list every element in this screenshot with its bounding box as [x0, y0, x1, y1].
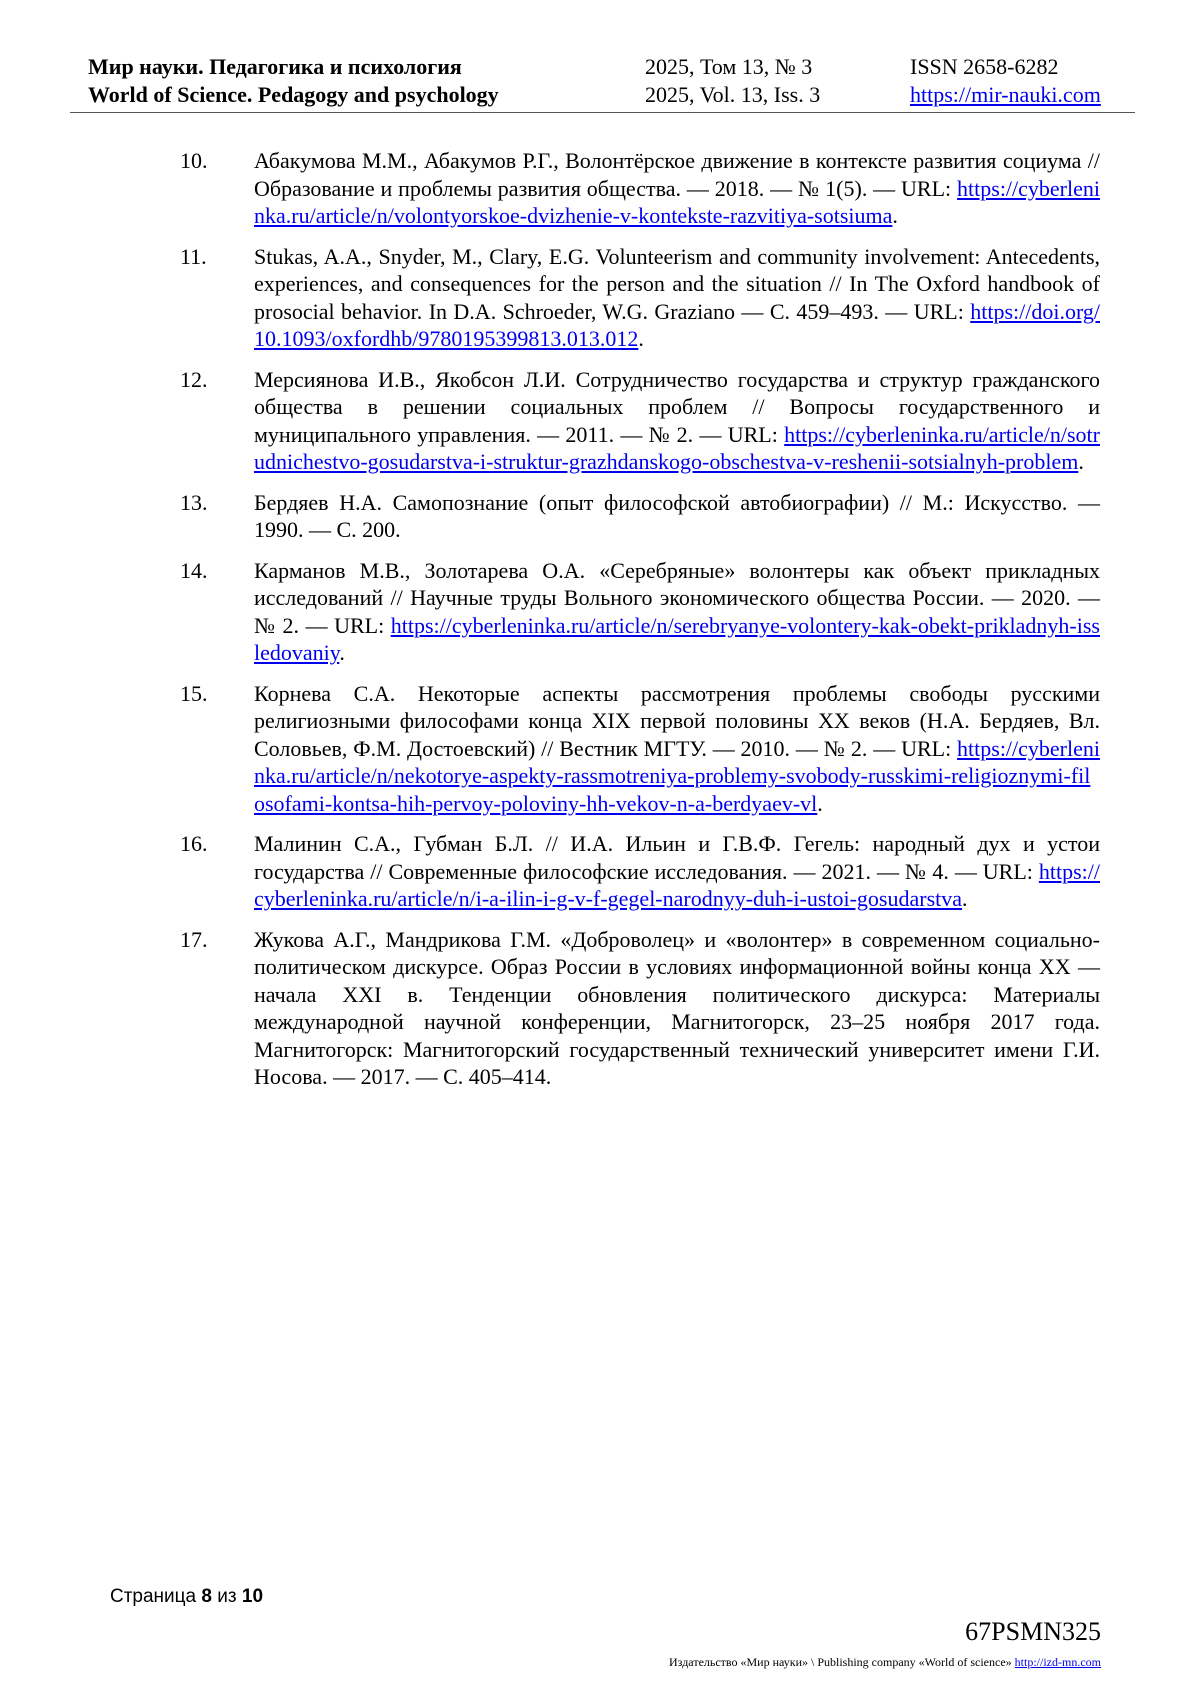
reference-text: Абакумова М.М., Абакумов Р.Г., Волонтёрское движение в контексте развития социума // Образование и проблемы развития общества. — 2018. — № 1(5). — URL:	[254, 148, 1100, 201]
reference-text: Мерсиянова И.В., Якобсон Л.И. Сотрудничество государства и структур гражданского общества в решении социальных проблем // Вопросы государственного и муниципального управления. — 2011. — № 2. — URL:	[254, 366, 1100, 447]
reference-text: Малинин С.А., Губман Б.Л. // И.А. Ильин и Г.В.Ф. Гегель: народный дух и устои государства // Современные философские исследования. — 2021. — № 4. — URL:	[254, 831, 1100, 884]
publisher-text: Издательство «Мир науки» \ Publishing company «World of science»	[669, 1655, 1015, 1669]
article-code: 67PSMN325	[965, 1617, 1101, 1646]
reference-end: .	[817, 790, 823, 816]
reference-number: 10.	[180, 148, 208, 173]
reference-list	[180, 147, 1100, 1104]
issue-info-ru: 2025, Том 13, № 3	[645, 54, 813, 79]
reference-item	[180, 926, 1100, 1091]
reference-text: Корнева С.А. Некоторые аспекты рассмотрения проблемы свободы русскими религиозными философами конца XIX первой половины XX веков (Н.А. Бердяев, Вл. Соловьев, Ф.М. Достоевский) // Вестник МГТУ. — 2010. — № 2. — URL:	[254, 680, 1100, 761]
journal-title-ru: Мир науки. Педагогика и психология	[88, 54, 462, 79]
reference-end: .	[962, 886, 968, 911]
reference-item	[180, 680, 1100, 818]
reference-number: 17.	[180, 926, 208, 952]
reference-number: 16.	[180, 831, 208, 856]
reference-item	[180, 489, 1100, 544]
reference-number: 13.	[180, 489, 208, 515]
page-header	[70, 52, 1135, 113]
reference-end: .	[892, 203, 898, 228]
page-of: из	[217, 1586, 237, 1607]
reference-item	[180, 147, 1100, 230]
reference-end: .	[339, 640, 345, 665]
reference-item	[180, 830, 1100, 913]
reference-number: 14.	[180, 557, 208, 583]
page-current: 8	[201, 1586, 212, 1607]
reference-item	[180, 243, 1100, 353]
page-counter	[110, 1586, 263, 1608]
issue-info-en: 2025, Vol. 13, Iss. 3	[645, 82, 821, 107]
reference-link[interactable]: https://doi.org/10.1093/oxfordhb/9780195399813.013.012	[254, 298, 1100, 351]
publisher-link[interactable]: http://izd-mn.com	[1014, 1655, 1101, 1669]
page-total: 10	[241, 1586, 264, 1607]
reference-text: Жукова А.Г., Мандрикова Г.М. «Доброволец» и «волонтер» в современном социально-политическом дискурсе. Образ России в условиях информационной войны конца XX — начала XXI в. Тенденции обновления политического дискурса: Материалы международной научной конференции, Магнитогорск, 23–25 ноября 2017 года. Магнитогорск: Магнитогорский государственный технический университет имени Г.И. Носова. — 2017. — С. 405–414.	[254, 926, 1100, 1089]
reference-item	[180, 557, 1100, 667]
reference-text: Stukas, A.A., Snyder, M., Clary, E.G. Volunteerism and community involvement: Antecedents, experiences, and consequences for the person and the situation // In The Oxford handbook of prosocial behavior. In D.A. Schroeder, W.G. Graziano — C. 459–493. — URL:	[254, 243, 1100, 324]
journal-site-link[interactable]: https://mir-nauki.com	[910, 82, 1101, 107]
journal-title-en: World of Science. Pedagogy and psychology	[88, 82, 499, 107]
reference-link[interactable]: https://cyberleninka.ru/article/n/serebryanye-volontery-kak-obekt-prikladnyh-issledovaniy	[254, 612, 1100, 665]
page-word: Страница	[110, 1586, 197, 1607]
reference-link[interactable]: https://cyberleninka.ru/article/n/volontyorskoe-dvizhenie-v-kontekste-razvitiya-sotsiuma	[254, 175, 1100, 228]
reference-number: 11.	[180, 243, 207, 269]
reference-end: .	[638, 326, 644, 351]
reference-text: Бердяев Н.А. Самопознание (опыт философской автобиографии) // М.: Искусство. — 1990. — С. 200.	[254, 489, 1100, 542]
reference-number: 12.	[180, 366, 208, 392]
reference-text: Карманов М.В., Золотарева О.А. «Серебряные» волонтеры как объект прикладных исследований // Научные труды Вольного экономического общества России. — 2020. — № 2. — URL:	[254, 557, 1100, 638]
reference-end: .	[1078, 449, 1084, 474]
issn: ISSN 2658-6282	[910, 54, 1059, 79]
reference-number: 15.	[180, 680, 208, 706]
reference-item	[180, 366, 1100, 476]
reference-link[interactable]: https://cyberleninka.ru/article/n/sotrudnichestvo-gosudarstva-i-struktur-grazhdanskogo-obschestva-v-reshenii-sotsialnyh-problem	[254, 421, 1100, 474]
publisher-line	[669, 1655, 1101, 1670]
reference-link[interactable]: https://cyberleninka.ru/article/n/i-a-ilin-i-g-v-f-gegel-narodnyy-duh-i-ustoi-gosudarstva	[254, 858, 1100, 911]
reference-link[interactable]: https://cyberleninka.ru/article/n/nekotorye-aspekty-rassmotreniya-problemy-svobody-russkimi-religioznymi-filosofami-kontsa-hih-pervoy-poloviny-hh-vekov-n-a-berdyaev-vl	[254, 735, 1100, 816]
